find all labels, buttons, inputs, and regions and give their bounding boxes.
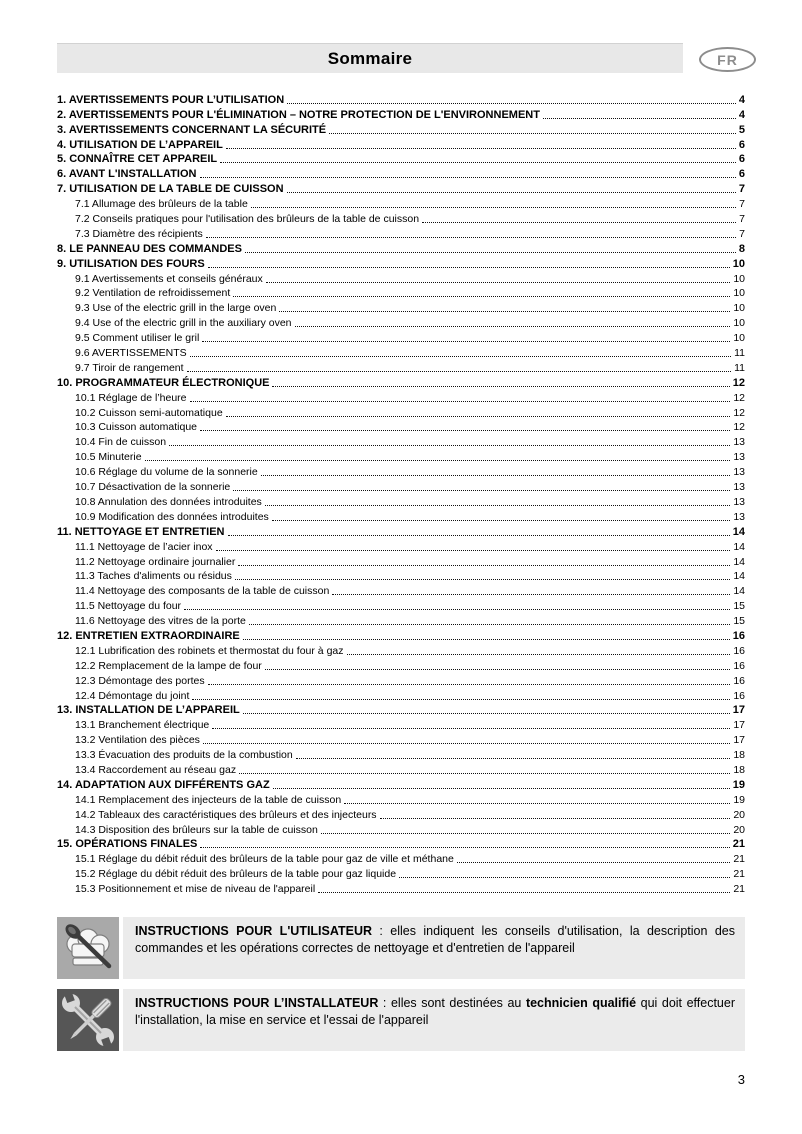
toc-entry — [57, 314, 745, 329]
toc-entry-label: 10.1 Réglage de l’heure — [75, 391, 187, 404]
toc-entry-label: 11. NETTOYAGE ET ENTRETIEN — [57, 525, 225, 538]
toc-entry-label: 1. AVERTISSEMENTS POUR L’UTILISATION — [57, 93, 285, 106]
toc-dot-leader — [329, 133, 736, 134]
toc-entry-label: 11.5 Nettoyage du four — [75, 600, 182, 613]
toc-entry-label: 15.1 Réglage du débit réduit des brûleurs de la table pour gaz de ville et méthane — [75, 853, 454, 866]
toc-entry-label: 11.1 Nettoyage de l’acier inox — [75, 540, 213, 553]
toc-entry-label: 15. OPÉRATIONS FINALES — [57, 838, 198, 851]
toc-dot-leader — [321, 833, 731, 834]
toc-dot-leader — [239, 773, 730, 774]
title-band — [57, 43, 683, 73]
toc-entry — [57, 285, 745, 300]
toc-entry — [57, 433, 745, 448]
toc-dot-leader — [212, 728, 730, 729]
toc-entry-label: 10.9 Modification des données introduites — [75, 510, 269, 523]
toc-dot-leader — [184, 609, 730, 610]
toc-entry-page: 10 — [733, 302, 745, 315]
toc-dot-leader — [279, 311, 730, 312]
toc-dot-leader — [287, 103, 736, 104]
toc-dot-leader — [344, 803, 730, 804]
toc-entry-page: 14 — [733, 540, 745, 553]
toc-entry-page: 8 — [738, 242, 745, 255]
toc-entry — [57, 597, 745, 612]
toc-entry — [57, 195, 745, 210]
toc-entry-label: 3. AVERTISSEMENTS CONCERNANT LA SÉCURITÉ — [57, 123, 327, 136]
toc-dot-leader — [422, 222, 736, 223]
toc-entry — [57, 731, 745, 746]
user-instructions-body-before: : elles indiquent les conseils d'utilisation, la description des commandes et les opérations correctes de nettoyage et d'entretien de l'appareil — [135, 924, 735, 955]
toc-dot-leader — [145, 460, 731, 461]
toc-entry-page: 4 — [738, 93, 745, 106]
toc-dot-leader — [318, 892, 730, 893]
toc-dot-leader — [238, 565, 730, 566]
toc-entry-page: 17 — [733, 719, 745, 732]
toc-entry-label: 10. PROGRAMMATEUR ÉLECTRONIQUE — [57, 376, 270, 389]
toc-entry — [57, 865, 745, 880]
toc-entry — [57, 493, 745, 508]
toc-dot-leader — [261, 475, 731, 476]
toc-entry-page: 14 — [733, 570, 745, 583]
toc-dot-leader — [265, 669, 731, 670]
toc-entry-page: 20 — [733, 808, 745, 821]
toc-entry — [57, 791, 745, 806]
toc-entry-label: 7.2 Conseils pratiques pour l'utilisation des brûleurs de la table de cuisson — [75, 213, 420, 226]
toc-entry-page: 6 — [738, 168, 745, 181]
toc-dot-leader — [208, 684, 731, 685]
toc-dot-leader — [243, 713, 730, 714]
toc-entry-page: 13 — [733, 466, 745, 479]
toc-entry — [57, 538, 745, 553]
toc-entry-page: 11 — [734, 347, 745, 360]
toc-entry-page: 10 — [733, 272, 745, 285]
toc-entry-page: 17 — [733, 734, 745, 747]
toc-entry-page: 15 — [733, 615, 745, 628]
page-title: Sommaire — [327, 48, 413, 68]
toc-dot-leader — [228, 535, 730, 536]
toc-dot-leader — [266, 282, 731, 283]
toc-entry-label: 13. INSTALLATION DE L’APPAREIL — [57, 704, 240, 717]
toc-entry-page: 5 — [738, 123, 745, 136]
toc-dot-leader — [543, 118, 736, 119]
wrench-screwdriver-icon — [57, 989, 119, 1051]
toc-entry-page: 14 — [733, 555, 745, 568]
toc-dot-leader — [265, 505, 731, 506]
toc-entry-label: 9.1 Avertissements et conseils généraux — [75, 272, 263, 285]
toc-entry — [57, 672, 745, 687]
toc-entry-page: 13 — [733, 510, 745, 523]
toc-entry-label: 10.2 Cuisson semi-automatique — [75, 406, 223, 419]
toc-dot-leader — [187, 371, 732, 372]
toc-dot-leader — [249, 624, 730, 625]
toc-entry-page: 12 — [732, 376, 745, 389]
toc-entry — [57, 165, 745, 180]
toc-dot-leader — [243, 639, 730, 640]
toc-entry — [57, 806, 745, 821]
toc-entry-label: 7.3 Diamètre des récipients — [75, 227, 203, 240]
toc-entry-label: 7.1 Allumage des brûleurs de la table — [75, 198, 248, 211]
toc-entry-label: 12.3 Démontage des portes — [75, 674, 205, 687]
toc-entry — [57, 821, 745, 836]
installer-instructions-body-before: : elles sont destinées au — [378, 996, 526, 1010]
toc-entry-page: 12 — [733, 421, 745, 434]
toc-entry-page: 21 — [732, 838, 745, 851]
installer-instructions-text — [123, 989, 745, 1051]
toc-entry-label: 9. UTILISATION DES FOURS — [57, 257, 205, 270]
toc-dot-leader — [226, 148, 736, 149]
toc-entry — [57, 657, 745, 672]
toc-dot-leader — [332, 594, 730, 595]
toc-entry-label: 13.4 Raccordement au réseau gaz — [75, 763, 237, 776]
toc-entry-label: 2. AVERTISSEMENTS POUR L'ÉLIMINATION – NOTRE PROTECTION DE L'ENVIRONNEMENT — [57, 108, 540, 121]
toc-entry-label: 6. AVANT L'INSTALLATION — [57, 168, 197, 181]
toc-dot-leader — [399, 877, 730, 878]
toc-dot-leader — [200, 177, 736, 178]
toc-entry — [57, 91, 745, 106]
toc-entry-page: 13 — [733, 481, 745, 494]
toc-entry-page: 10 — [733, 317, 745, 330]
toc-dot-leader — [206, 237, 736, 238]
toc-entry-page: 12 — [733, 406, 745, 419]
toc-entry-page: 4 — [738, 108, 745, 121]
toc-entry-label: 14.1 Remplacement des injecteurs de la table de cuisson — [75, 793, 342, 806]
toc-entry-label: 5. CONNAÎTRE CET APPAREIL — [57, 153, 218, 166]
toc-entry-page: 7 — [739, 227, 745, 240]
toc-entry — [57, 880, 745, 895]
toc-entry-page: 13 — [733, 451, 745, 464]
toc-entry — [57, 136, 745, 151]
toc-entry — [57, 270, 745, 285]
toc-entry — [57, 627, 745, 642]
toc-dot-leader — [226, 416, 731, 417]
toc-dot-leader — [380, 818, 731, 819]
toc-entry — [57, 225, 745, 240]
toc-entry-page: 14 — [733, 585, 745, 598]
toc-entry — [57, 210, 745, 225]
toc-entry — [57, 329, 745, 344]
toc-entry-page: 13 — [733, 436, 745, 449]
toc-dot-leader — [200, 430, 730, 431]
toc-dot-leader — [347, 654, 731, 655]
toc-entry-label: 10.3 Cuisson automatique — [75, 421, 197, 434]
toc-entry — [57, 850, 745, 865]
toc-dot-leader — [273, 788, 730, 789]
toc-entry — [57, 746, 745, 761]
toc-entry — [57, 568, 745, 583]
toc-entry-page: 18 — [733, 749, 745, 762]
toc-dot-leader — [295, 326, 731, 327]
toc-entry — [57, 180, 745, 195]
toc-entry-label: 13.1 Branchement électrique — [75, 719, 210, 732]
toc-entry-page: 11 — [734, 361, 745, 374]
toc-entry-page: 6 — [738, 138, 745, 151]
toc-dot-leader — [235, 579, 730, 580]
toc-dot-leader — [287, 192, 736, 193]
toc-entry-label: 14.2 Tableaux des caractéristiques des brûleurs et des injecteurs — [75, 808, 377, 821]
toc-dot-leader — [457, 862, 730, 863]
toc-entry — [57, 299, 745, 314]
toc-entry-page: 15 — [733, 600, 745, 613]
toc-entry — [57, 106, 745, 121]
installer-instructions-note — [57, 989, 745, 1051]
toc-entry-label: 13.2 Ventilation des pièces — [75, 734, 200, 747]
toc-entry-page: 10 — [733, 332, 745, 345]
toc-entry-label: 10.5 Minuterie — [75, 451, 142, 464]
toc-entry — [57, 523, 745, 538]
toc-entry-label: 11.3 Taches d'aliments ou résidus — [75, 570, 232, 583]
toc-dot-leader — [272, 520, 731, 521]
toc-entry-label: 9.6 AVERTISSEMENTS — [75, 347, 187, 360]
toc-entry-label: 9.2 Ventilation de refroidissement — [75, 287, 231, 300]
toc-entry-label: 11.6 Nettoyage des vitres de la porte — [75, 615, 246, 628]
toc-entry-page: 13 — [733, 495, 745, 508]
toc-entry-label: 8. LE PANNEAU DES COMMANDES — [57, 242, 242, 255]
toc-entry-label: 10.4 Fin de cuisson — [75, 436, 167, 449]
toc-entry-page: 16 — [733, 674, 745, 687]
toc-entry-label: 9.5 Comment utiliser le gril — [75, 332, 200, 345]
table-of-contents — [57, 91, 745, 895]
toc-entry — [57, 359, 745, 374]
toc-entry-page: 16 — [733, 689, 745, 702]
toc-entry-label: 10.8 Annulation des données introduites — [75, 495, 262, 508]
toc-entry-page: 6 — [738, 153, 745, 166]
toc-dot-leader — [220, 162, 736, 163]
toc-entry-page: 16 — [733, 659, 745, 672]
toc-entry — [57, 240, 745, 255]
toc-entry — [57, 374, 745, 389]
toc-entry-label: 15.3 Positionnement et mise de niveau de l'appareil — [75, 883, 316, 896]
toc-entry — [57, 419, 745, 434]
toc-entry-page: 7 — [739, 198, 745, 211]
toc-entry-label: 14. ADAPTATION AUX DIFFÉRENTS GAZ — [57, 778, 270, 791]
toc-entry — [57, 776, 745, 791]
installer-instructions-body-after: qui doit effectuer l'installation, la mise en service et l'essai de l'appareil — [135, 996, 735, 1027]
toc-dot-leader — [169, 445, 730, 446]
instruction-notes — [57, 917, 745, 1061]
toc-dot-leader — [208, 267, 730, 268]
toc-entry — [57, 761, 745, 776]
toc-entry-label: 7. UTILISATION DE LA TABLE DE CUISSON — [57, 183, 284, 196]
chef-hat-spoon-icon — [57, 917, 119, 979]
toc-dot-leader — [272, 386, 729, 387]
toc-entry-label: 9.4 Use of the electric grill in the auxiliary oven — [75, 317, 292, 330]
toc-dot-leader — [233, 296, 730, 297]
toc-entry-page: 10 — [732, 257, 745, 270]
user-instructions-note — [57, 917, 745, 979]
toc-entry-label: 12. ENTRETIEN EXTRAORDINAIRE — [57, 629, 240, 642]
toc-entry-page: 16 — [733, 644, 745, 657]
toc-dot-leader — [202, 341, 730, 342]
toc-entry-label: 11.2 Nettoyage ordinaire journalier — [75, 555, 236, 568]
toc-entry — [57, 255, 745, 270]
toc-entry-page: 7 — [739, 213, 745, 226]
toc-entry-page: 20 — [733, 823, 745, 836]
toc-entry-label: 9.7 Tiroir de rangement — [75, 361, 184, 374]
toc-entry-page: 19 — [733, 793, 745, 806]
toc-entry-page: 7 — [738, 183, 745, 196]
toc-entry-label: 14.3 Disposition des brûleurs sur la table de cuisson — [75, 823, 318, 836]
toc-entry-page: 16 — [732, 629, 745, 642]
installer-instructions-title: INSTRUCTIONS POUR L’INSTALLATEUR — [135, 996, 379, 1010]
toc-entry-page: 17 — [732, 704, 745, 717]
toc-entry-page: 19 — [732, 778, 745, 791]
toc-dot-leader — [216, 550, 731, 551]
toc-entry — [57, 508, 745, 523]
toc-entry-label: 10.6 Réglage du volume de la sonnerie — [75, 466, 258, 479]
toc-entry-label: 12.2 Remplacement de la lampe de four — [75, 659, 262, 672]
toc-dot-leader — [200, 847, 729, 848]
installer-instructions-bold-term: technicien qualifié — [525, 996, 637, 1010]
toc-entry — [57, 612, 745, 627]
toc-entry-page: 21 — [733, 853, 745, 866]
language-badge — [699, 47, 756, 72]
toc-dot-leader — [190, 401, 731, 402]
toc-entry — [57, 463, 745, 478]
toc-entry-page: 21 — [733, 883, 745, 896]
toc-dot-leader — [190, 356, 731, 357]
toc-dot-leader — [192, 699, 730, 700]
toc-entry-label: 11.4 Nettoyage des composants de la table de cuisson — [75, 585, 330, 598]
toc-entry — [57, 121, 745, 136]
toc-entry-label: 9.3 Use of the electric grill in the large oven — [75, 302, 277, 315]
toc-entry-page: 10 — [733, 287, 745, 300]
toc-dot-leader — [245, 252, 736, 253]
toc-dot-leader — [203, 743, 730, 744]
toc-entry-label: 12.1 Lubrification des robinets et thermostat du four à gaz — [75, 644, 344, 657]
toc-entry — [57, 553, 745, 568]
toc-entry — [57, 716, 745, 731]
footer-page-number: 3 — [737, 1072, 745, 1087]
toc-entry — [57, 151, 745, 166]
toc-entry — [57, 836, 745, 851]
toc-entry-label: 12.4 Démontage du joint — [75, 689, 190, 702]
toc-entry — [57, 478, 745, 493]
toc-entry-label: 15.2 Réglage du débit réduit des brûleurs de la table pour gaz liquide — [75, 868, 397, 881]
toc-entry-page: 21 — [733, 868, 745, 881]
user-instructions-text — [123, 917, 745, 979]
toc-entry-label: 4. UTILISATION DE L’APPAREIL — [57, 138, 223, 151]
language-badge-label: FR — [717, 51, 738, 68]
toc-entry-label: 10.7 Désactivation de la sonnerie — [75, 481, 231, 494]
toc-entry — [57, 642, 745, 657]
toc-dot-leader — [233, 490, 730, 491]
toc-entry-page: 14 — [732, 525, 745, 538]
toc-entry-page: 18 — [733, 763, 745, 776]
toc-entry — [57, 687, 745, 702]
toc-entry — [57, 448, 745, 463]
user-instructions-title: INSTRUCTIONS POUR L'UTILISATEUR — [135, 924, 372, 938]
toc-entry — [57, 344, 745, 359]
toc-entry — [57, 389, 745, 404]
toc-entry — [57, 404, 745, 419]
toc-dot-leader — [251, 207, 736, 208]
toc-dot-leader — [296, 758, 731, 759]
toc-entry — [57, 702, 745, 717]
toc-entry-label: 13.3 Évacuation des produits de la combustion — [75, 749, 293, 762]
toc-entry — [57, 582, 745, 597]
toc-entry-page: 12 — [733, 391, 745, 404]
